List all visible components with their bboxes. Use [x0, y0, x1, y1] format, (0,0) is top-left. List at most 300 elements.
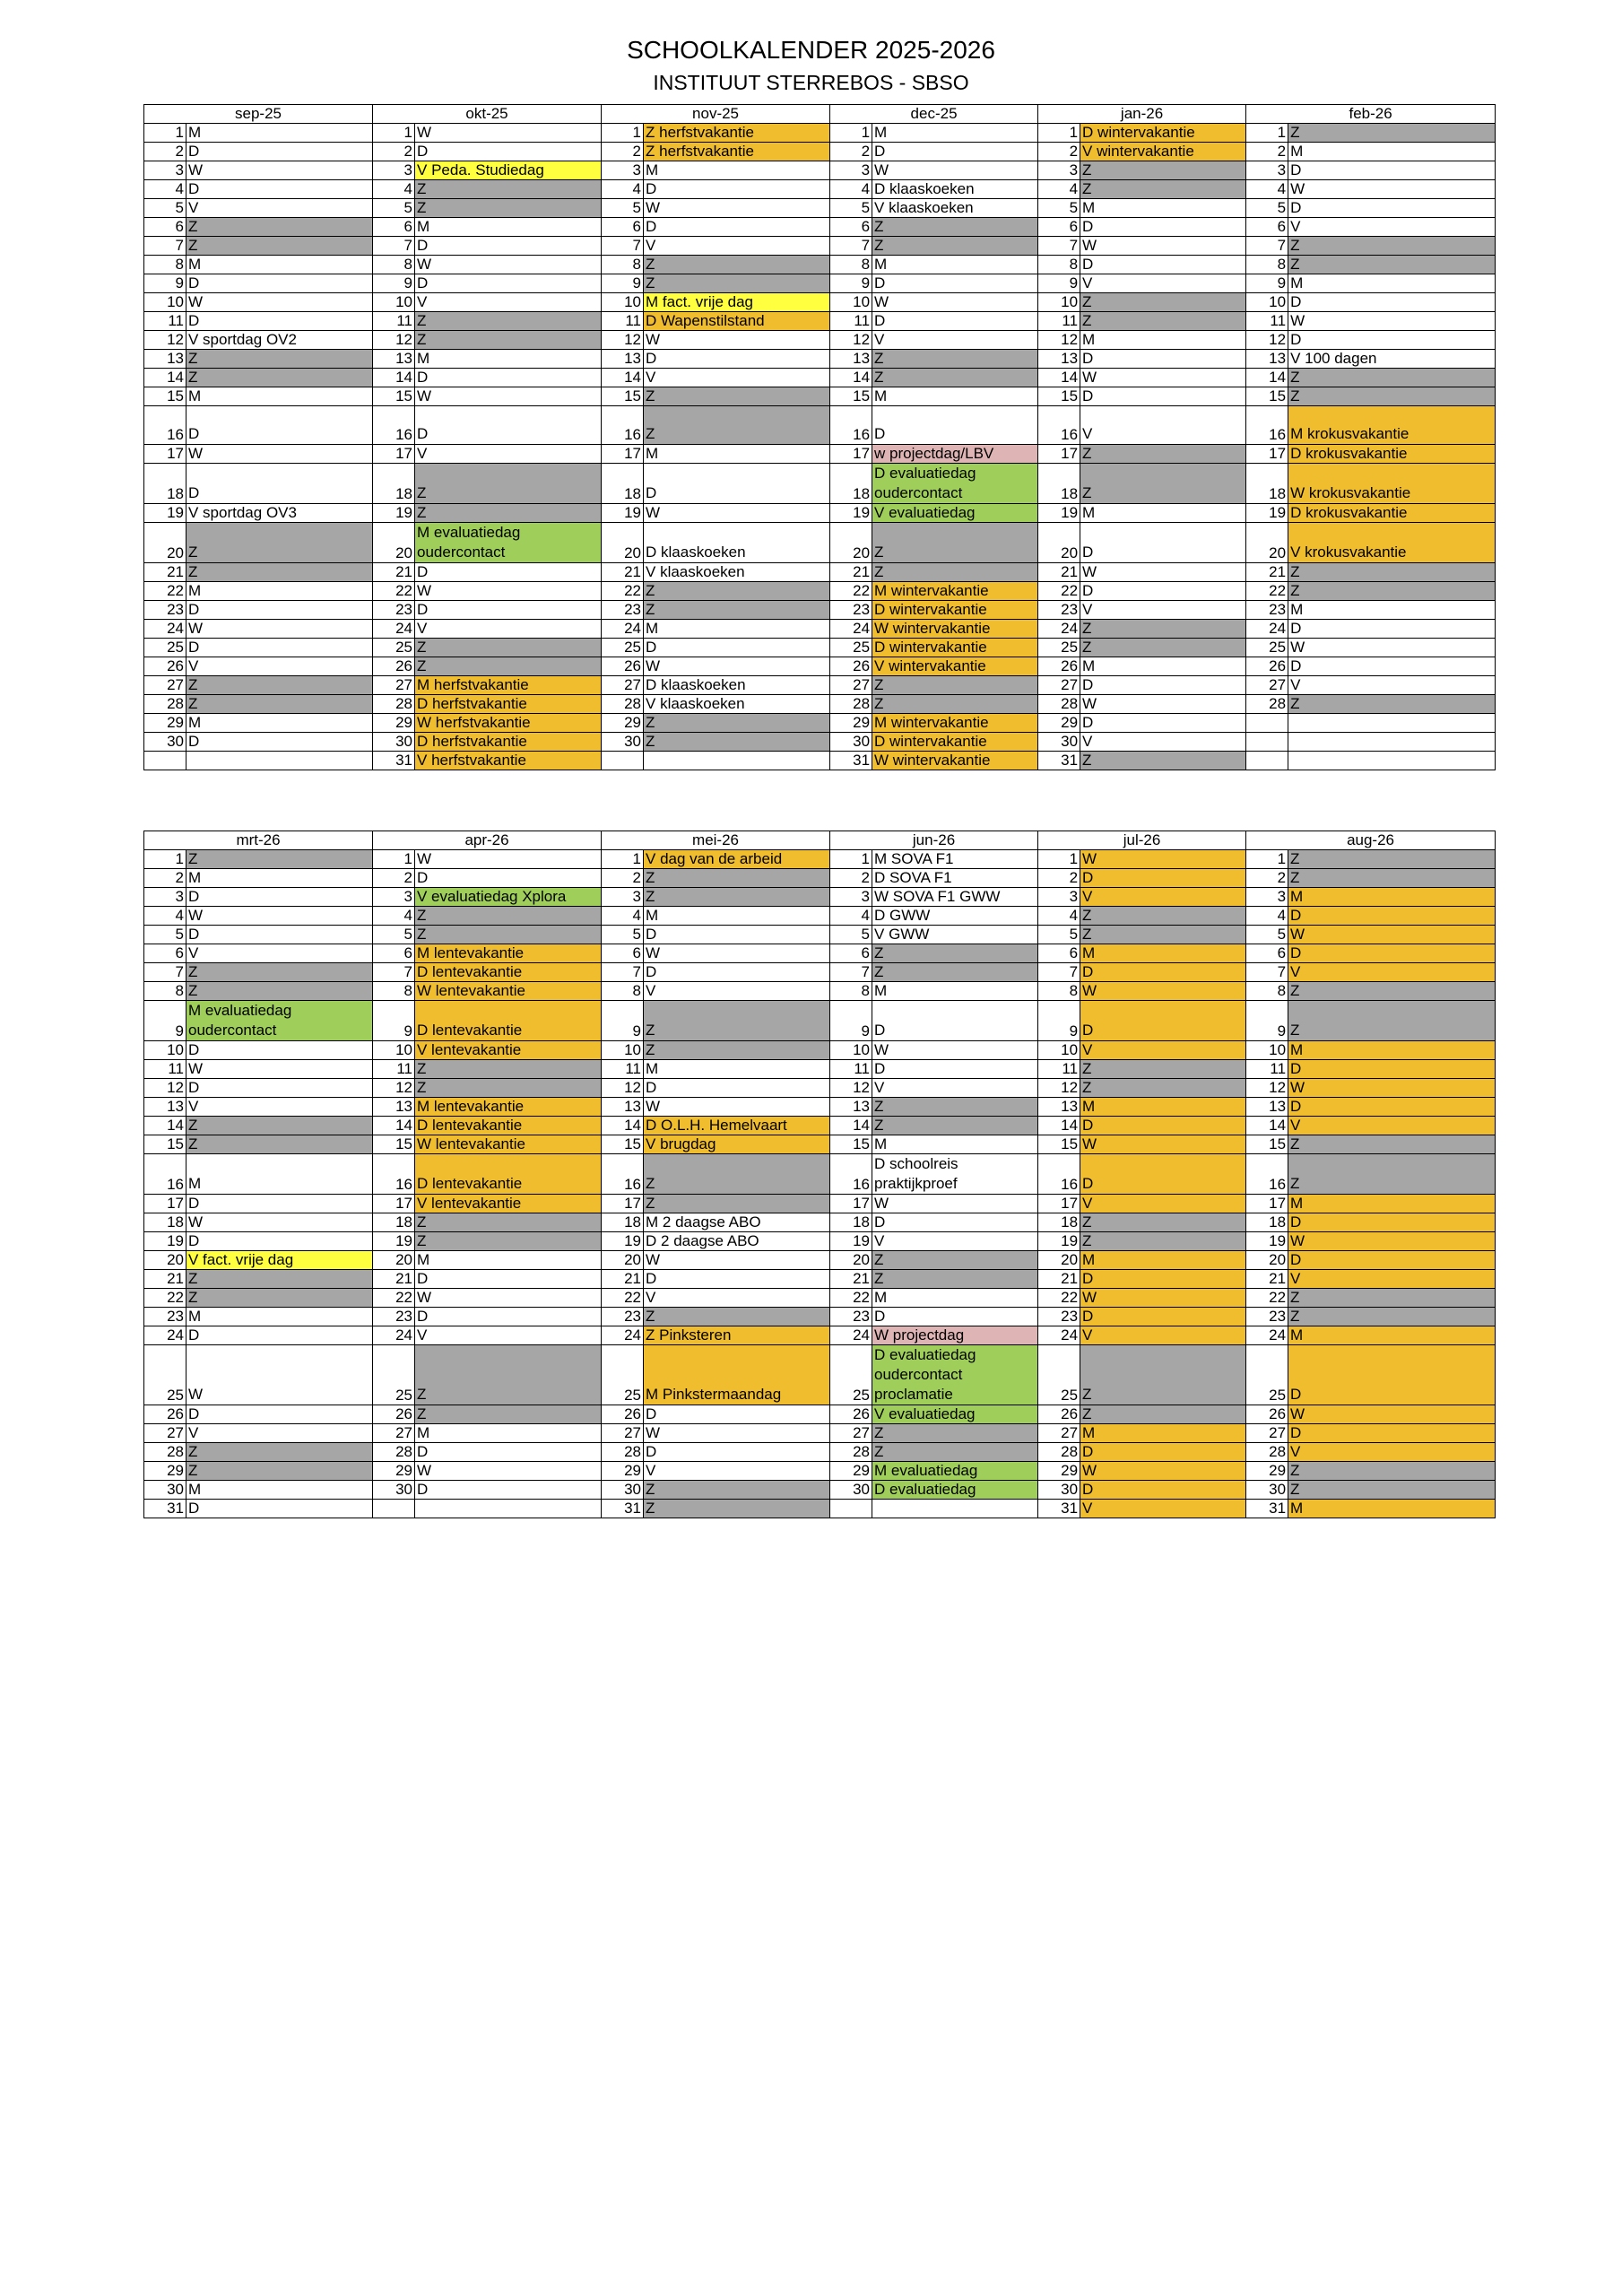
day-entry: W lentevakantie: [415, 982, 602, 1001]
day-row: [144, 218, 1496, 237]
day-entry: Z: [872, 963, 1038, 982]
day-entry: Z: [1288, 869, 1496, 888]
day-entry: V: [1080, 274, 1246, 293]
day-entry: D: [1080, 582, 1246, 601]
day-number: 7: [830, 237, 872, 256]
day-entry: W: [1288, 1079, 1496, 1098]
day-entry: M wintervakantie: [872, 714, 1038, 733]
day-number: 11: [830, 1060, 872, 1079]
day-number: 25: [1038, 639, 1080, 657]
day-number: 15: [373, 387, 415, 406]
day-entry: Z: [872, 1098, 1038, 1117]
day-number: 2: [830, 143, 872, 161]
day-entry: D: [1288, 293, 1496, 312]
month-header: jun-26: [830, 831, 1038, 850]
day-number: 30: [1246, 1481, 1288, 1500]
day-number: 27: [1038, 676, 1080, 695]
day-row: [144, 1117, 1496, 1135]
day-row: [144, 657, 1496, 676]
day-number: 18: [830, 464, 872, 504]
day-entry: Z: [644, 274, 830, 293]
calendar-table-sep-feb: [143, 104, 1496, 770]
day-number: 20: [1246, 1251, 1288, 1270]
day-number: 23: [373, 1308, 415, 1326]
day-number: 27: [830, 1424, 872, 1443]
day-entry: W: [644, 1424, 830, 1443]
day-entry: M: [644, 1060, 830, 1079]
day-entry: D: [872, 312, 1038, 331]
day-entry: W: [186, 1060, 373, 1079]
day-entry: Z: [1080, 1079, 1246, 1098]
day-number: 9: [1038, 274, 1080, 293]
day-entry: D: [1080, 1481, 1246, 1500]
day-number: 10: [1246, 1041, 1288, 1060]
day-entry: D evaluatiedag oudercontact proclamatie: [872, 1345, 1038, 1405]
day-entry: V: [186, 944, 373, 963]
day-number: 30: [144, 733, 186, 752]
day-number: 8: [602, 256, 644, 274]
day-number: 4: [144, 180, 186, 199]
day-number: 3: [602, 888, 644, 907]
day-entry: W: [1080, 563, 1246, 582]
day-entry: M: [186, 124, 373, 143]
day-number: 21: [602, 563, 644, 582]
day-number: 5: [830, 199, 872, 218]
day-entry: Z: [415, 504, 602, 523]
day-entry: Z: [415, 1079, 602, 1098]
day-entry: D evaluatiedag oudercontact: [872, 464, 1038, 504]
day-number: 1: [373, 124, 415, 143]
day-number: 7: [830, 963, 872, 982]
day-entry: Z: [186, 1289, 373, 1308]
day-number: 5: [1246, 199, 1288, 218]
day-entry: D: [186, 1232, 373, 1251]
day-row: [144, 944, 1496, 963]
day-entry: M: [1080, 331, 1246, 350]
day-entry: Z: [415, 180, 602, 199]
day-entry: W herfstvakantie: [415, 714, 602, 733]
day-number: 9: [144, 274, 186, 293]
day-entry: M: [415, 350, 602, 369]
day-entry: M: [872, 1135, 1038, 1154]
day-entry: Z: [1080, 752, 1246, 770]
day-number: 25: [830, 639, 872, 657]
day-entry: V: [1288, 1270, 1496, 1289]
calendar-body: [144, 850, 1496, 1518]
day-entry: D: [1080, 256, 1246, 274]
day-number: 27: [373, 1424, 415, 1443]
day-number: 20: [830, 1251, 872, 1270]
day-number: 4: [602, 907, 644, 926]
day-entry: M: [872, 1289, 1038, 1308]
day-number: 10: [1038, 293, 1080, 312]
day-number: 22: [373, 582, 415, 601]
day-entry: D: [186, 464, 373, 504]
day-number: 28: [830, 695, 872, 714]
day-entry: D: [872, 1213, 1038, 1232]
day-entry: V evaluatiedag Xplora: [415, 888, 602, 907]
day-number: 17: [373, 445, 415, 464]
day-number: 25: [373, 1345, 415, 1405]
day-entry: D lentevakantie: [415, 963, 602, 982]
day-entry: D: [644, 180, 830, 199]
day-entry: D: [644, 1270, 830, 1289]
day-row: [144, 1135, 1496, 1154]
day-entry: Z: [644, 1041, 830, 1060]
day-number: 26: [830, 1405, 872, 1424]
day-entry: V: [415, 445, 602, 464]
day-number: 2: [144, 143, 186, 161]
day-number: 29: [602, 1462, 644, 1481]
day-row: [144, 256, 1496, 274]
day-entry: W: [1080, 237, 1246, 256]
day-entry: D: [1288, 1251, 1496, 1270]
day-number: 9: [602, 274, 644, 293]
calendar-body: [144, 124, 1496, 770]
day-entry: W SOVA F1 GWW: [872, 888, 1038, 907]
day-number: 13: [144, 350, 186, 369]
day-entry: W: [644, 944, 830, 963]
day-entry: W: [186, 1345, 373, 1405]
day-number: 14: [1038, 369, 1080, 387]
day-number: 21: [602, 1270, 644, 1289]
day-number: 13: [373, 350, 415, 369]
day-number: 8: [1246, 982, 1288, 1001]
day-number: 14: [830, 1117, 872, 1135]
day-entry: M: [1288, 274, 1496, 293]
day-number: 18: [1038, 1213, 1080, 1232]
day-entry: V: [1288, 218, 1496, 237]
day-entry: Z: [872, 1443, 1038, 1462]
day-entry: M krokusvakantie: [1288, 406, 1496, 445]
month-header: sep-25: [144, 105, 373, 124]
day-number: 9: [373, 1001, 415, 1041]
day-number: 17: [144, 445, 186, 464]
day-number: 29: [602, 714, 644, 733]
day-number: 21: [1038, 563, 1080, 582]
day-number: 19: [373, 504, 415, 523]
day-number: 21: [144, 1270, 186, 1289]
day-row: [144, 1001, 1496, 1041]
day-number: 6: [1246, 218, 1288, 237]
day-number: 6: [602, 218, 644, 237]
day-entry: V: [1080, 1326, 1246, 1345]
day-number: 17: [144, 1195, 186, 1213]
day-entry: V: [1288, 676, 1496, 695]
day-number: 23: [144, 1308, 186, 1326]
day-number: 16: [373, 406, 415, 445]
day-number: 28: [144, 695, 186, 714]
day-row: [144, 1443, 1496, 1462]
day-number: 2: [1038, 143, 1080, 161]
day-number: 5: [602, 926, 644, 944]
day-number: 3: [602, 161, 644, 180]
day-number: 18: [602, 1213, 644, 1232]
day-entry: [1288, 733, 1496, 752]
day-number: 24: [144, 620, 186, 639]
day-entry: D: [1288, 944, 1496, 963]
day-entry: D evaluatiedag: [872, 1481, 1038, 1500]
day-number: 5: [144, 926, 186, 944]
day-entry: Z: [872, 350, 1038, 369]
day-number: 1: [1038, 850, 1080, 869]
day-row: [144, 293, 1496, 312]
day-row: [144, 1500, 1496, 1518]
day-entry: D: [186, 601, 373, 620]
day-entry: D: [186, 733, 373, 752]
day-entry: D: [1080, 523, 1246, 563]
day-entry: V evaluatiedag: [872, 504, 1038, 523]
day-row: [144, 180, 1496, 199]
day-entry: D: [644, 1443, 830, 1462]
day-entry: M: [1080, 1251, 1246, 1270]
day-row: [144, 563, 1496, 582]
day-row: [144, 869, 1496, 888]
day-number: 20: [1038, 523, 1080, 563]
day-entry: W: [186, 1213, 373, 1232]
day-entry: Z: [186, 676, 373, 695]
day-number: 21: [1246, 1270, 1288, 1289]
day-number: 26: [602, 657, 644, 676]
day-number: 10: [602, 293, 644, 312]
day-entry: V: [415, 293, 602, 312]
day-entry: D: [872, 274, 1038, 293]
day-entry: D: [186, 1405, 373, 1424]
day-entry: M: [1288, 1041, 1496, 1060]
day-number: 1: [602, 850, 644, 869]
day-entry: W projectdag: [872, 1326, 1038, 1345]
day-entry: V: [872, 1232, 1038, 1251]
day-number: 16: [1038, 1154, 1080, 1195]
day-number: 20: [1246, 523, 1288, 563]
day-number: 20: [144, 1251, 186, 1270]
day-number: 19: [1038, 1232, 1080, 1251]
day-number: 21: [144, 563, 186, 582]
day-row: [144, 1079, 1496, 1098]
day-entry: D: [872, 1001, 1038, 1041]
day-entry: D 2 daagse ABO: [644, 1232, 830, 1251]
day-entry: D: [872, 1060, 1038, 1079]
day-number: 18: [1246, 1213, 1288, 1232]
day-number: 23: [144, 601, 186, 620]
day-entry: W: [1080, 1135, 1246, 1154]
day-number: 13: [830, 1098, 872, 1117]
day-entry: Z: [186, 1270, 373, 1289]
day-number: 29: [373, 714, 415, 733]
day-entry: M: [1288, 1195, 1496, 1213]
day-row: [144, 620, 1496, 639]
day-entry: Z: [1080, 161, 1246, 180]
day-entry: Z: [872, 1270, 1038, 1289]
day-entry: M: [1288, 888, 1496, 907]
day-number: 2: [373, 869, 415, 888]
day-number: 5: [144, 199, 186, 218]
day-entry: Z: [1080, 445, 1246, 464]
day-number: 25: [1246, 1345, 1288, 1405]
day-number: 31: [602, 1500, 644, 1518]
day-number: 11: [1038, 312, 1080, 331]
day-entry: Z: [1288, 1154, 1496, 1195]
day-row: [144, 1308, 1496, 1326]
day-number: 10: [1038, 1041, 1080, 1060]
day-entry: Z: [186, 982, 373, 1001]
day-entry: Z: [1080, 1213, 1246, 1232]
day-number: 1: [144, 124, 186, 143]
day-entry: Z herfstvakantie: [644, 124, 830, 143]
day-number: 6: [1038, 218, 1080, 237]
day-number: 25: [144, 639, 186, 657]
day-entry: V sportdag OV3: [186, 504, 373, 523]
day-number: 28: [373, 695, 415, 714]
day-entry: D: [415, 563, 602, 582]
day-number: 5: [373, 199, 415, 218]
day-number: 1: [373, 850, 415, 869]
day-entry: Z: [1080, 312, 1246, 331]
day-entry: Z: [186, 1117, 373, 1135]
day-entry: Z: [415, 1060, 602, 1079]
day-number: 17: [373, 1195, 415, 1213]
day-row: [144, 1481, 1496, 1500]
day-entry: Z: [186, 218, 373, 237]
day-number: 16: [144, 1154, 186, 1195]
day-entry: W: [872, 161, 1038, 180]
day-number: 1: [144, 850, 186, 869]
day-number: 26: [144, 657, 186, 676]
day-row: [144, 504, 1496, 523]
day-entry: Z: [644, 733, 830, 752]
day-number: 6: [144, 218, 186, 237]
day-row: [144, 464, 1496, 504]
day-number: 7: [602, 963, 644, 982]
day-number: 22: [1246, 582, 1288, 601]
day-entry: Z: [872, 523, 1038, 563]
day-number: 29: [144, 1462, 186, 1481]
day-number: 16: [1246, 1154, 1288, 1195]
day-entry: Z: [644, 1500, 830, 1518]
day-number: 4: [1246, 907, 1288, 926]
day-entry: M evaluatiedag oudercontact: [186, 1001, 373, 1041]
day-entry: W: [186, 620, 373, 639]
day-entry: D: [415, 1308, 602, 1326]
month-header: jul-26: [1038, 831, 1246, 850]
day-entry: D: [1080, 1001, 1246, 1041]
day-entry: Z herfstvakantie: [644, 143, 830, 161]
day-entry: W: [415, 124, 602, 143]
day-entry: D wintervakantie: [872, 639, 1038, 657]
day-row: [144, 695, 1496, 714]
day-entry: M: [1080, 1424, 1246, 1443]
day-entry: D: [186, 888, 373, 907]
day-number: 25: [602, 1345, 644, 1405]
day-number: 4: [830, 907, 872, 926]
day-number: 19: [373, 1232, 415, 1251]
day-row: [144, 752, 1496, 770]
day-entry: W: [1288, 312, 1496, 331]
day-number: 28: [144, 1443, 186, 1462]
day-entry: M: [1080, 944, 1246, 963]
day-entry: W: [1288, 180, 1496, 199]
day-number: 4: [830, 180, 872, 199]
day-entry: W: [415, 256, 602, 274]
day-number: 17: [1246, 445, 1288, 464]
day-entry: D: [1080, 387, 1246, 406]
day-entry: M: [186, 714, 373, 733]
day-entry: D: [1080, 1117, 1246, 1135]
day-entry: Z: [872, 1117, 1038, 1135]
day-number: 10: [1246, 293, 1288, 312]
day-entry: Z: [1288, 1001, 1496, 1041]
day-entry: V: [1080, 1500, 1246, 1518]
day-entry: Z: [1080, 293, 1246, 312]
month-header: okt-25: [373, 105, 602, 124]
day-number: 26: [1038, 1405, 1080, 1424]
day-entry: Z: [872, 676, 1038, 695]
day-entry: D: [1080, 963, 1246, 982]
day-number: 7: [1038, 963, 1080, 982]
day-number: 26: [1038, 657, 1080, 676]
day-number: 15: [602, 387, 644, 406]
day-entry: D SOVA F1: [872, 869, 1038, 888]
day-row: [144, 143, 1496, 161]
day-row: [144, 1405, 1496, 1424]
day-entry: D: [1080, 218, 1246, 237]
day-number: 17: [602, 1195, 644, 1213]
day-number: 27: [830, 676, 872, 695]
day-number: 25: [1246, 639, 1288, 657]
day-number: 23: [1246, 601, 1288, 620]
day-entry: Z: [1288, 1462, 1496, 1481]
day-number: 28: [1246, 1443, 1288, 1462]
day-number: 14: [144, 1117, 186, 1135]
day-number: 1: [1246, 124, 1288, 143]
day-number: 22: [602, 582, 644, 601]
day-number: 5: [1246, 926, 1288, 944]
day-entry: D: [415, 369, 602, 387]
day-row: [144, 714, 1496, 733]
day-entry: V fact. vrije dag: [186, 1251, 373, 1270]
day-entry: D: [1288, 1345, 1496, 1405]
day-entry: Z: [644, 406, 830, 445]
day-row: [144, 1462, 1496, 1481]
day-number: 18: [1038, 464, 1080, 504]
day-number: 10: [144, 293, 186, 312]
day-number: 23: [602, 601, 644, 620]
day-entry: W wintervakantie: [872, 620, 1038, 639]
day-entry: V: [1080, 601, 1246, 620]
day-number: 2: [1038, 869, 1080, 888]
day-row: [144, 274, 1496, 293]
day-number: 27: [144, 676, 186, 695]
day-entry: V: [186, 1098, 373, 1117]
day-number: 23: [1038, 601, 1080, 620]
day-number: 17: [830, 1195, 872, 1213]
day-row: [144, 1098, 1496, 1117]
day-number: 28: [830, 1443, 872, 1462]
day-number: 3: [373, 888, 415, 907]
day-entry: Z: [415, 1213, 602, 1232]
day-number: 26: [1246, 657, 1288, 676]
day-entry: V: [644, 369, 830, 387]
day-entry: D: [415, 274, 602, 293]
day-entry: Z: [1288, 124, 1496, 143]
day-entry: Z: [1288, 369, 1496, 387]
day-number: 14: [1246, 369, 1288, 387]
day-entry: M: [872, 256, 1038, 274]
day-entry: V: [186, 199, 373, 218]
day-entry: Z: [644, 1154, 830, 1195]
day-entry: W: [1080, 1289, 1246, 1308]
day-entry: M: [1080, 504, 1246, 523]
